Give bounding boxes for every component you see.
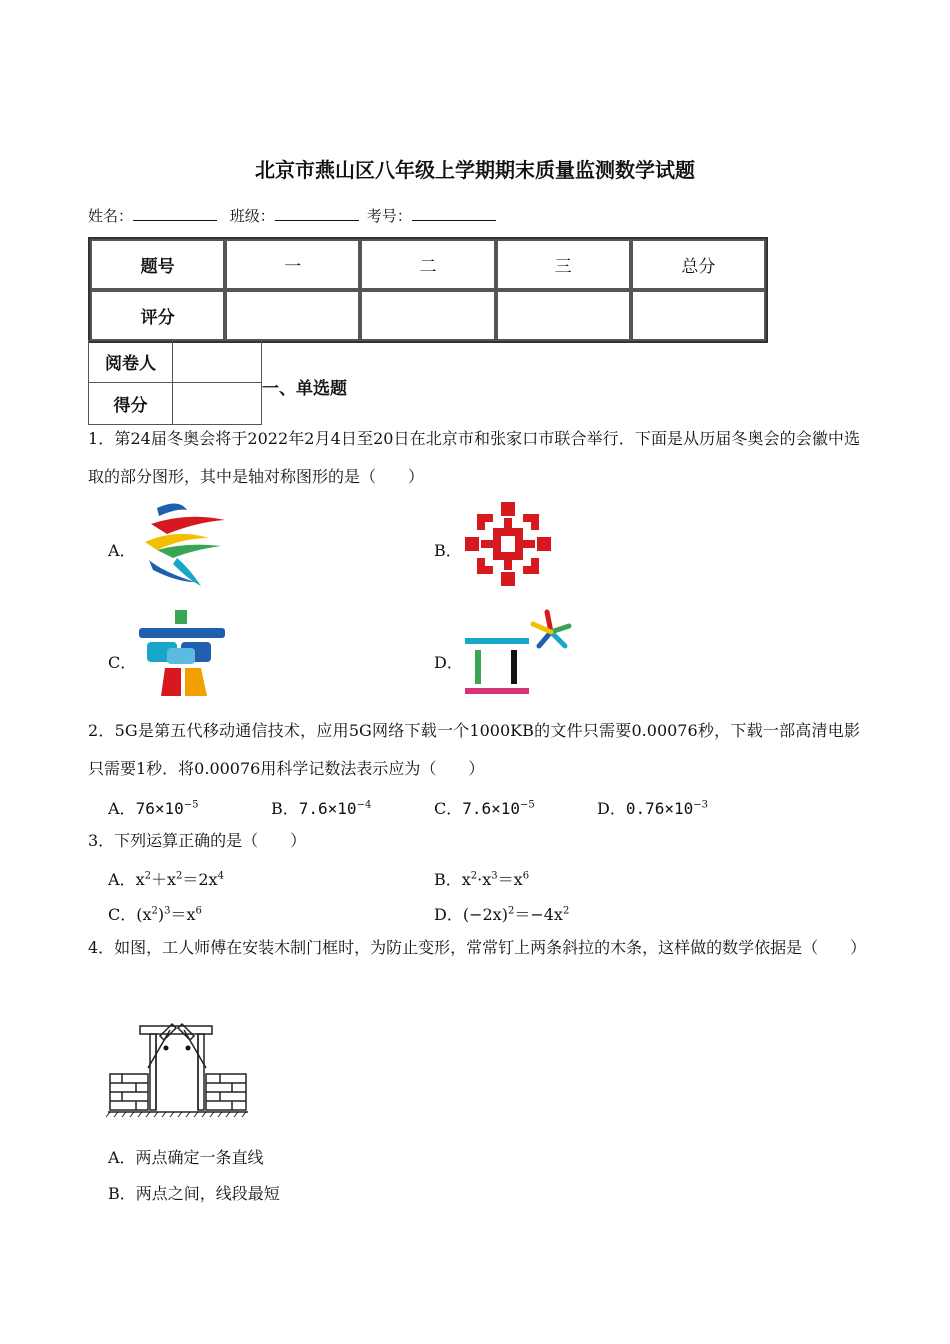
q4-option-b: B．两点之间，线段最短 bbox=[108, 1184, 280, 1203]
question-2-text: 2．5G是第五代移动通信技术，应用5G网络下载一个1000KB的文件只需要0.00076秒，下载一部高清电影只需要1秒．将0.00076用科学记数法表示应为（ ） bbox=[88, 721, 860, 778]
q1-option-a-emblem-icon bbox=[137, 498, 229, 590]
q1-option-c-label: C． bbox=[108, 653, 137, 672]
q2-option-d-base: 0.76×10 bbox=[625, 799, 694, 818]
q2-option-a-exp: −5 bbox=[183, 799, 199, 811]
q3-option-d-label: D． bbox=[434, 905, 463, 924]
class-blank bbox=[275, 207, 359, 221]
q1-option-b-emblem-icon bbox=[463, 500, 553, 588]
grader-score-label: 得分 bbox=[89, 383, 173, 425]
q4-option-a: A．两点确定一条直线 bbox=[108, 1148, 264, 1167]
q2-option-d bbox=[597, 796, 708, 819]
id-blank bbox=[412, 207, 496, 221]
score-cell bbox=[225, 290, 360, 341]
q2-option-c-exp: −5 bbox=[520, 799, 535, 811]
q2-option-b bbox=[271, 796, 371, 819]
score-table-row bbox=[90, 290, 766, 341]
q3-option-a: A．$x^2+x^2=2x^4$ bbox=[108, 870, 224, 889]
question-1-text: 1．第24届冬奥会将于2022年2月4日至20日在北京市和张家口市联合举行．下面是从历届冬奥会的会徽中选取的部分图形，其中是轴对称图形的是（ ） bbox=[88, 429, 860, 486]
question-4-text: 4．如图，工人师傅在安装木制门框时，为防止变形，常常钉上两条斜拉的木条，这样做的数学依据是（ ） bbox=[88, 938, 867, 957]
door-frame-figure-icon bbox=[106, 1018, 250, 1118]
score-cell bbox=[631, 290, 766, 341]
reviewer-cell bbox=[173, 341, 262, 383]
q2-option-b-exp: −4 bbox=[356, 799, 372, 811]
q3-option-b-label: B． bbox=[434, 870, 462, 889]
student-info-line bbox=[88, 205, 504, 226]
q3-option-d: D．$(-2x)^2=-4x^2$ bbox=[434, 905, 570, 924]
question-3-text: 3．下列运算正确的是（ ） bbox=[88, 831, 307, 850]
score-header-cell: 题号 bbox=[90, 239, 225, 290]
q2-option-a-label: A． bbox=[108, 799, 136, 818]
q2-option-d-exp: −3 bbox=[693, 799, 709, 811]
score-header-cell: 一 bbox=[225, 239, 360, 290]
q2-option-d-label: D． bbox=[597, 799, 626, 818]
grader-table bbox=[88, 340, 262, 425]
q2-option-b-base: 7.6×10 bbox=[298, 799, 357, 818]
q1-option-d-label: D． bbox=[434, 653, 463, 672]
score-header-cell: 二 bbox=[360, 239, 495, 290]
q3-option-c: C．$(x^2)^3=x^6$ bbox=[108, 905, 202, 924]
grader-score-cell bbox=[173, 383, 262, 425]
score-cell bbox=[496, 290, 631, 341]
q1-option-b-label: B． bbox=[434, 541, 462, 560]
score-cell bbox=[360, 290, 495, 341]
score-row-label: 评分 bbox=[90, 290, 225, 341]
q3-option-c-label: C． bbox=[108, 905, 137, 924]
q2-option-c-base: 7.6×10 bbox=[462, 799, 521, 818]
id-label: 考号： bbox=[366, 207, 412, 225]
q3-option-a-label: A． bbox=[108, 870, 136, 889]
section-heading: 一、单选题 bbox=[262, 379, 347, 399]
q2-option-c bbox=[434, 796, 535, 819]
q2-option-c-label: C． bbox=[434, 799, 463, 818]
class-label: 班级： bbox=[229, 207, 275, 225]
page-title: 北京市燕山区八年级上学期期末质量监测数学试题 bbox=[255, 158, 695, 182]
score-table bbox=[88, 237, 768, 343]
score-table-header-row bbox=[90, 239, 766, 290]
q3-option-b: B．$x^2\cdot x^3=x^6$ bbox=[434, 870, 530, 889]
name-label: 姓名： bbox=[88, 207, 134, 225]
name-blank bbox=[133, 207, 217, 221]
q2-option-b-label: B． bbox=[271, 799, 299, 818]
q2-option-a bbox=[108, 796, 198, 819]
q1-option-a-label: A． bbox=[108, 541, 136, 560]
q1-option-d-emblem-icon bbox=[463, 608, 578, 698]
q2-option-a-base: 76×10 bbox=[135, 799, 184, 818]
score-header-cell: 三 bbox=[496, 239, 631, 290]
reviewer-label: 阅卷人 bbox=[89, 341, 173, 383]
q1-option-c-emblem-icon bbox=[137, 608, 227, 698]
score-header-cell: 总分 bbox=[631, 239, 766, 290]
